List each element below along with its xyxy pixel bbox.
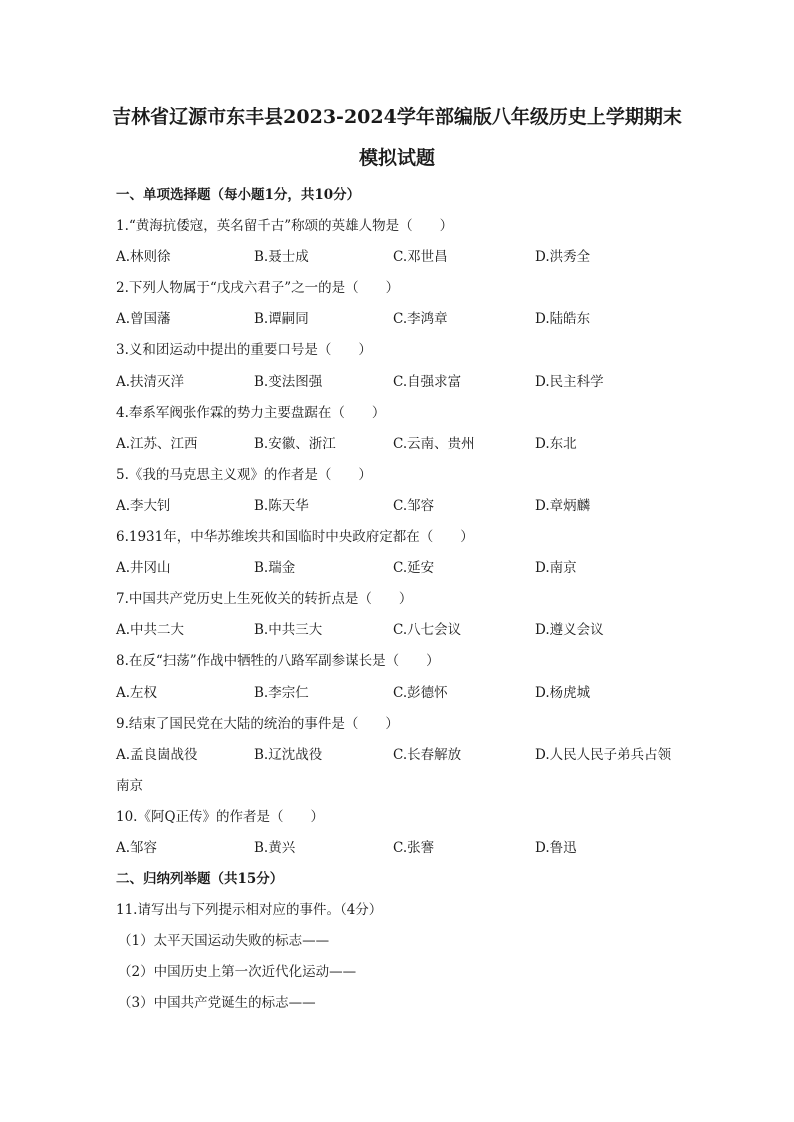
options-row <box>116 553 716 584</box>
option-b: B.瑞金 <box>254 560 296 577</box>
option-a: A.井冈山 <box>116 560 171 577</box>
exam-content <box>116 180 716 1020</box>
options-row <box>116 429 716 460</box>
option-continuation: 南京 <box>116 777 143 794</box>
exam-title-line1: 吉林省辽源市东丰县2023-2024学年部编版八年级历史上学期期末 <box>112 106 682 128</box>
options-row <box>116 615 716 646</box>
option-b: B.李宗仁 <box>254 684 309 701</box>
question-stem: 3.义和团运动中提出的重要口号是（ ） <box>116 342 372 359</box>
option-a: A.中共二大 <box>116 622 185 639</box>
option-d: D.章炳麟 <box>535 497 591 514</box>
option-a: A.李大钊 <box>116 497 171 514</box>
option-a: A.孟良崮战役 <box>116 746 198 763</box>
option-c: C.八七会议 <box>393 622 462 639</box>
option-c: C.邹容 <box>393 497 435 514</box>
question-subitem: （2）中国历史上第一次近代化运动—— <box>118 964 357 981</box>
question-stem: 9.结束了国民党在大陆的统治的事件是（ ） <box>116 715 399 732</box>
option-b: B.陈天华 <box>254 497 309 514</box>
options-row <box>116 367 716 398</box>
option-d: D.洪秀全 <box>535 249 591 266</box>
option-d: D.民主科学 <box>535 373 604 390</box>
option-c: C.李鸿章 <box>393 311 448 328</box>
question-subitem: （3）中国共产党诞生的标志—— <box>118 995 316 1012</box>
option-d: D.鲁迅 <box>535 839 577 856</box>
option-a: A.左权 <box>116 684 158 701</box>
option-b: B.辽沈战役 <box>254 746 323 763</box>
question-stem: 5.《我的马克思主义观》的作者是（ ） <box>116 466 372 483</box>
section2-heading: 二、归纳列举题（共15分） <box>116 871 284 888</box>
option-a: A.扶清灭洋 <box>116 373 185 390</box>
option-d: D.杨虎城 <box>535 684 591 701</box>
options-row <box>116 740 716 771</box>
option-c: C.长春解放 <box>393 746 462 763</box>
option-d: D.南京 <box>535 560 577 577</box>
question-stem: 10.《阿Q正传》的作者是（ ） <box>116 808 325 825</box>
options-row <box>116 833 716 864</box>
option-c: C.张謇 <box>393 839 435 856</box>
option-b: B.聂士成 <box>254 249 309 266</box>
options-row <box>116 678 716 709</box>
question-stem: 11.请写出与下列提示相对应的事件。（4分） <box>116 902 383 919</box>
option-a: A.江苏、江西 <box>116 435 198 452</box>
option-c: C.云南、贵州 <box>393 435 475 452</box>
option-b: B.安徽、浙江 <box>254 435 336 452</box>
option-b: B.黄兴 <box>254 839 296 856</box>
option-b: B.谭嗣同 <box>254 311 309 328</box>
option-c: C.自强求富 <box>393 373 462 390</box>
exam-title-line2: 模拟试题 <box>358 147 435 169</box>
question-stem: 7.中国共产党历史上生死攸关的转折点是（ ） <box>116 591 413 608</box>
option-c: C.延安 <box>393 560 435 577</box>
option-a: A.林则徐 <box>116 249 171 266</box>
question-stem: 1.“黄海抗倭寇，英名留千古”称颂的英雄人物是（ ） <box>116 218 454 235</box>
option-b: B.中共三大 <box>254 622 323 639</box>
option-b: B.变法图强 <box>254 373 323 390</box>
option-c: C.彭德怀 <box>393 684 448 701</box>
option-a: A.曾国藩 <box>116 311 171 328</box>
options-row <box>116 491 716 522</box>
section1-heading: 一、单项选择题（每小题1分，共10分） <box>116 187 361 203</box>
option-d: D.遵义会议 <box>535 622 604 639</box>
option-d: D.陆皓东 <box>535 311 591 328</box>
question-stem: 8.在反“扫荡”作战中牺牲的八路军副参谋长是（ ） <box>116 653 440 670</box>
option-c: C.邓世昌 <box>393 249 448 266</box>
option-d: D.东北 <box>535 435 577 452</box>
question-stem: 6.1931年，中华苏维埃共和国临时中央政府定都在（ ） <box>116 529 474 546</box>
question-stem: 2.下列人物属于“戊戌六君子”之一的是（ ） <box>116 280 400 297</box>
options-row <box>116 304 716 335</box>
question-stem: 4.奉系军阀张作霖的势力主要盘踞在（ ） <box>116 404 386 421</box>
question-subitem: （1）太平天国运动失败的标志—— <box>118 933 330 950</box>
option-a: A.邹容 <box>116 839 158 856</box>
options-row <box>116 242 716 273</box>
option-d: D.人民人民子弟兵占领 <box>535 746 672 763</box>
